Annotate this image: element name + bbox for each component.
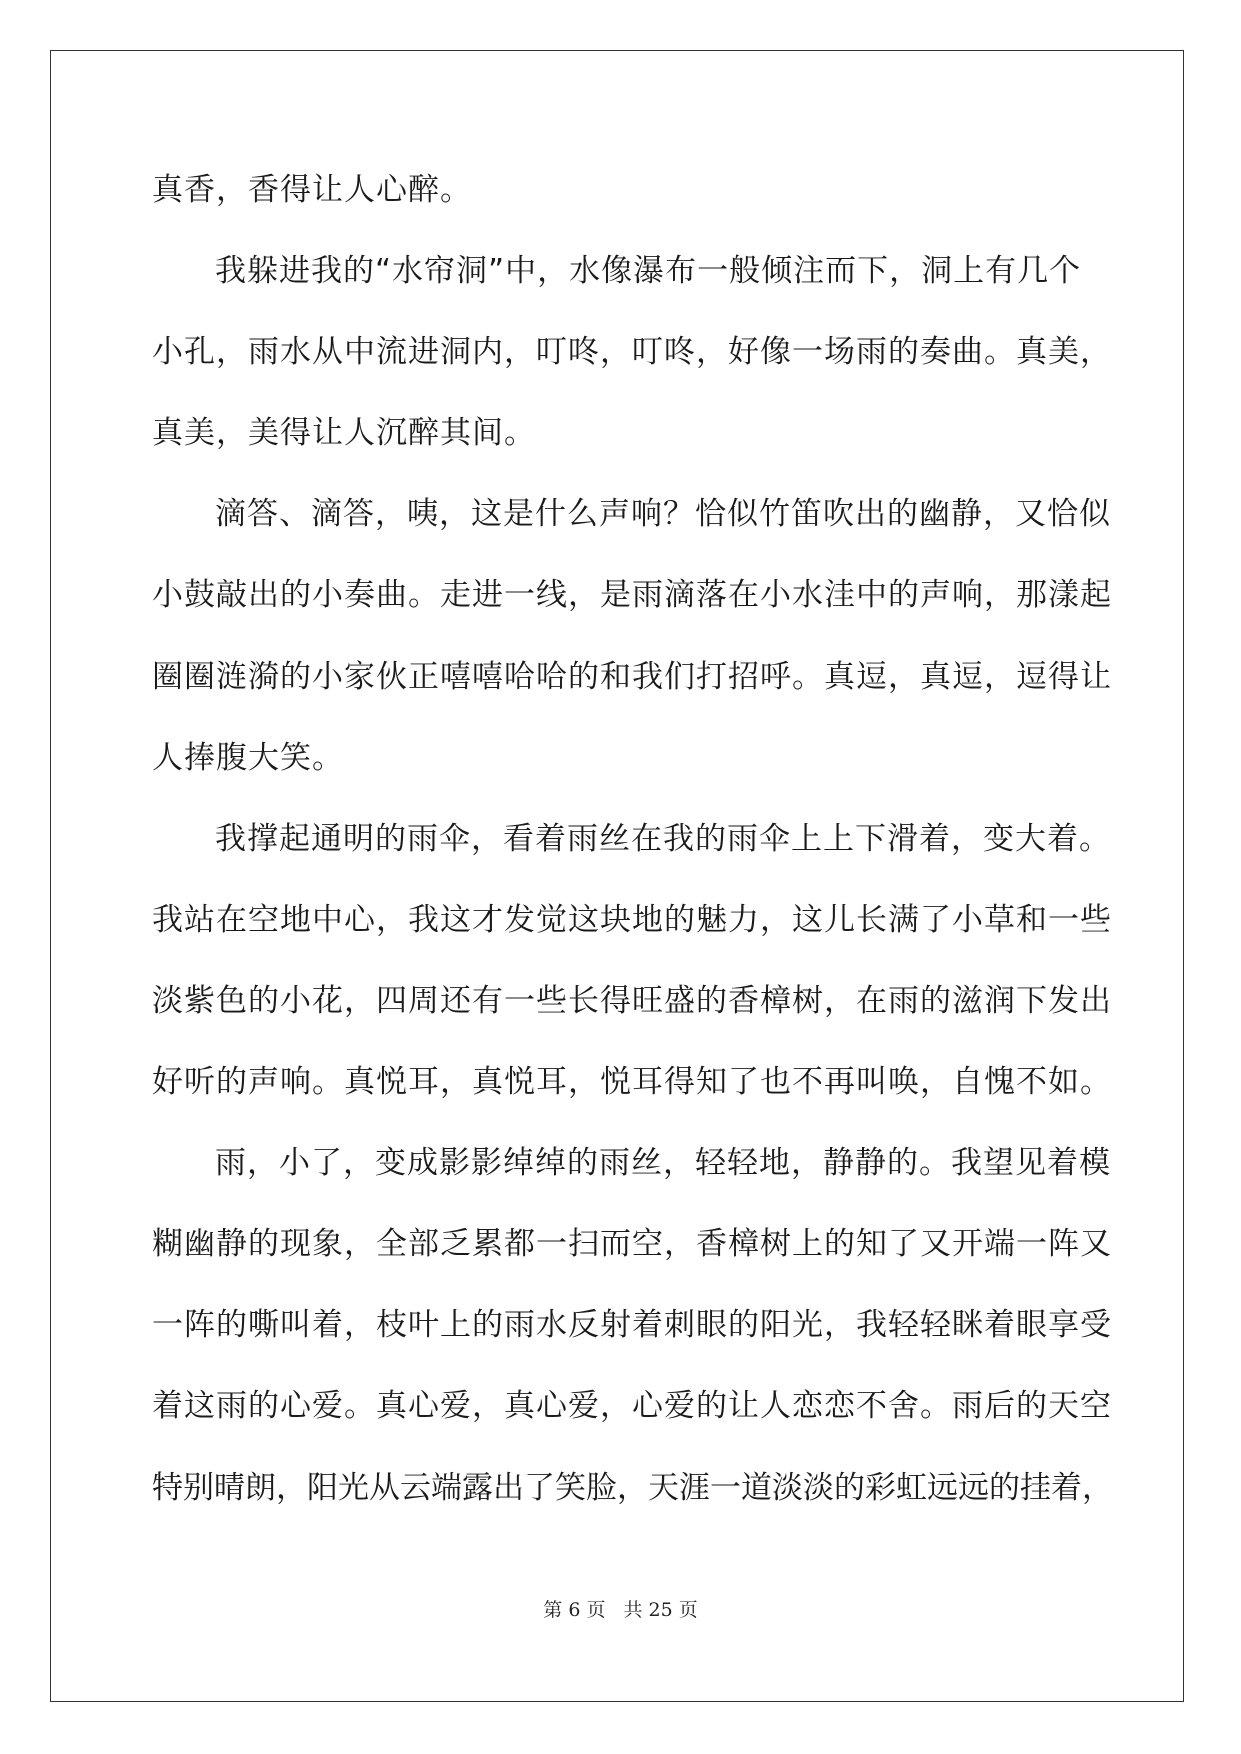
- text-line: 雨，小了，变成影影绰绰的雨丝，轻轻地，静静的。我望见着模: [215, 1145, 1111, 1182]
- text-line: 糊幽静的现象，全部乏累都一扫而空，香樟树上的知了又开端一阵又: [152, 1226, 1112, 1263]
- text-line: 圈圈涟漪的小家伙正嘻嘻哈哈的和我们打招呼。真逗，真逗，逗得让: [152, 658, 1112, 695]
- text-line: 人捧腹大笑。: [152, 739, 344, 776]
- text-line: 真香，香得让人心醉。: [152, 172, 472, 208]
- page-number: 第 6 页: [543, 1599, 606, 1621]
- page-total: 共 25 页: [623, 1599, 698, 1621]
- text-line: 小孔，雨水从中流进洞内，叮咚，叮咚，好像一场雨的奏曲。真美，: [152, 334, 1112, 371]
- text-line: 真美，美得让人沉醉其间。: [152, 415, 536, 452]
- text-line: 小鼓敲出的小奏曲。走进一线，是雨滴落在小水洼中的声响，那漾起: [152, 577, 1112, 614]
- text-line: 我撑起通明的雨伞，看着雨丝在我的雨伞上上下滑着，变大着。: [215, 820, 1111, 857]
- text-line: 好听的声响。真悦耳，真悦耳，悦耳得知了也不再叫唤，自愧不如。: [152, 1064, 1112, 1101]
- text-line: 着这雨的心爱。真心爱，真心爱，心爱的让人恋恋不舍。雨后的天空: [152, 1388, 1112, 1425]
- text-line: 特别晴朗，阳光从云端露出了笑脸，天涯一道淡淡的彩虹远远的挂着，: [152, 1469, 1113, 1506]
- text-line: 我躲进我的“水帘洞”中，水像瀑布一般倾注而下，洞上有几个: [215, 253, 1082, 290]
- text-line: 滴答、滴答，咦，这是什么声响？恰似竹笛吹出的幽静，又恰似: [215, 496, 1111, 533]
- text-line: 一阵的嘶叫着，枝叶上的雨水反射着刺眼的阳光，我轻轻眯着眼享受: [152, 1307, 1112, 1344]
- page-footer: [0, 1595, 1241, 1622]
- document-body: [152, 150, 1113, 1529]
- text-line: 淡紫色的小花，四周还有一些长得旺盛的香樟树，在雨的滋润下发出: [152, 982, 1112, 1019]
- text-line: 我站在空地中心，我这才发觉这块地的魅力，这儿长满了小草和一些: [152, 901, 1112, 938]
